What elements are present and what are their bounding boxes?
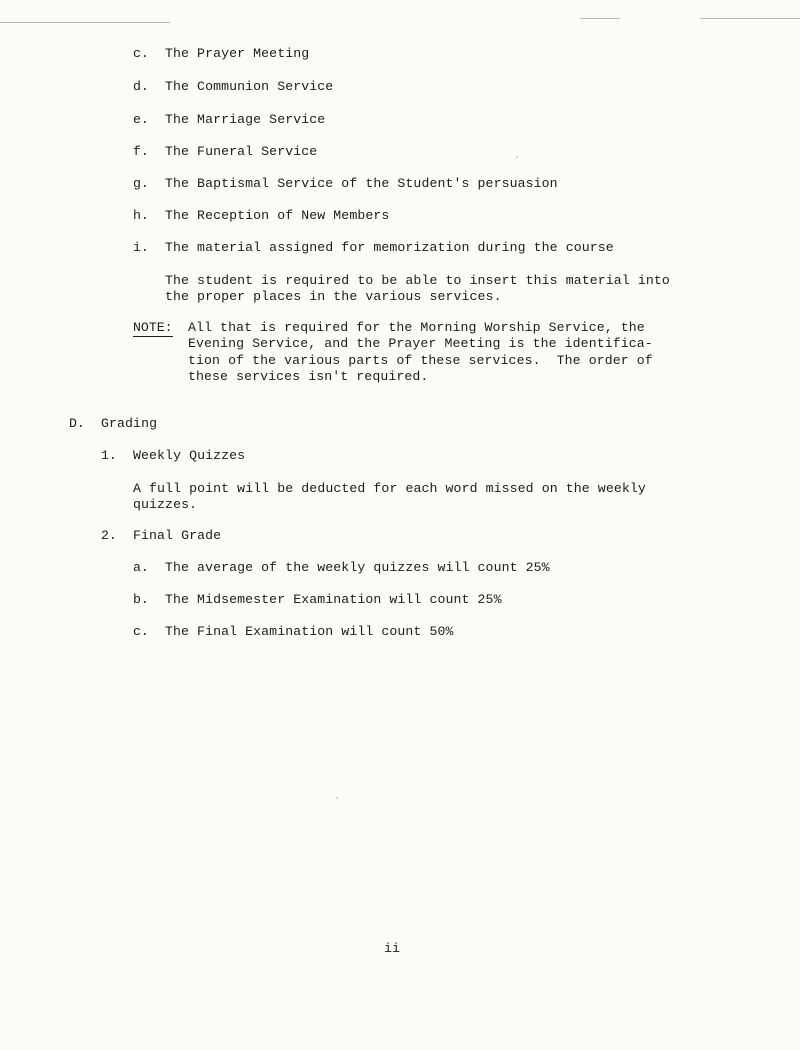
note-line: these services isn't required. bbox=[188, 369, 429, 384]
list-item-baptismal-service: The Baptismal Service of the Student's persuasion bbox=[165, 176, 558, 191]
list-item-communion-service: The Communion Service bbox=[165, 79, 334, 94]
note-label: NOTE: bbox=[133, 320, 173, 335]
scan-mark bbox=[700, 18, 800, 19]
page-number: ii bbox=[384, 941, 401, 956]
weekly-quizzes-line: quizzes. bbox=[133, 497, 198, 512]
list-marker-g: g. bbox=[133, 176, 149, 191]
list-item-prayer-meeting: The Prayer Meeting bbox=[165, 46, 310, 61]
grade-item-weekly-average: The average of the weekly quizzes will count 25% bbox=[165, 560, 550, 575]
list-item-marriage-service: The Marriage Service bbox=[165, 112, 326, 127]
list-marker-i: i. bbox=[133, 240, 149, 255]
note-underline bbox=[133, 336, 173, 337]
subsection-marker-1: 1. bbox=[101, 448, 117, 463]
grade-item-final-exam: The Final Examination will count 50% bbox=[165, 624, 454, 639]
grade-marker-b: b. bbox=[133, 592, 149, 607]
grade-marker-a: a. bbox=[133, 560, 149, 575]
subsection-heading-final-grade: Final Grade bbox=[133, 528, 222, 543]
list-item-reception-new-members: The Reception of New Members bbox=[165, 208, 390, 223]
note-line: Evening Service, and the Prayer Meeting is the identifica- bbox=[188, 336, 653, 351]
list-marker-f: f. bbox=[133, 144, 149, 159]
grade-item-midsemester: The Midsemester Examination will count 25% bbox=[165, 592, 502, 607]
note-line: tion of the various parts of these services. The order of bbox=[188, 353, 653, 368]
scan-mark bbox=[580, 18, 620, 19]
scan-dot bbox=[336, 797, 338, 799]
list-marker-d: d. bbox=[133, 79, 149, 94]
scan-mark bbox=[0, 22, 170, 23]
grade-marker-c: c. bbox=[133, 624, 149, 639]
list-marker-e: e. bbox=[133, 112, 149, 127]
section-marker-d: D. bbox=[69, 416, 85, 431]
list-item-funeral-service: The Funeral Service bbox=[165, 144, 318, 159]
list-item-memorization-material: The material assigned for memorization during the course bbox=[165, 240, 614, 255]
scan-dot bbox=[516, 156, 518, 158]
list-marker-c: c. bbox=[133, 46, 149, 61]
subsection-marker-2: 2. bbox=[101, 528, 117, 543]
weekly-quizzes-line: A full point will be deducted for each word missed on the weekly bbox=[133, 481, 646, 496]
section-heading-grading: Grading bbox=[101, 416, 158, 431]
subsection-heading-weekly-quizzes: Weekly Quizzes bbox=[133, 448, 246, 463]
insert-paragraph-line: the proper places in the various services. bbox=[165, 289, 502, 304]
list-marker-h: h. bbox=[133, 208, 149, 223]
note-line: All that is required for the Morning Worship Service, the bbox=[188, 320, 645, 335]
insert-paragraph-line: The student is required to be able to insert this material into bbox=[165, 273, 670, 288]
